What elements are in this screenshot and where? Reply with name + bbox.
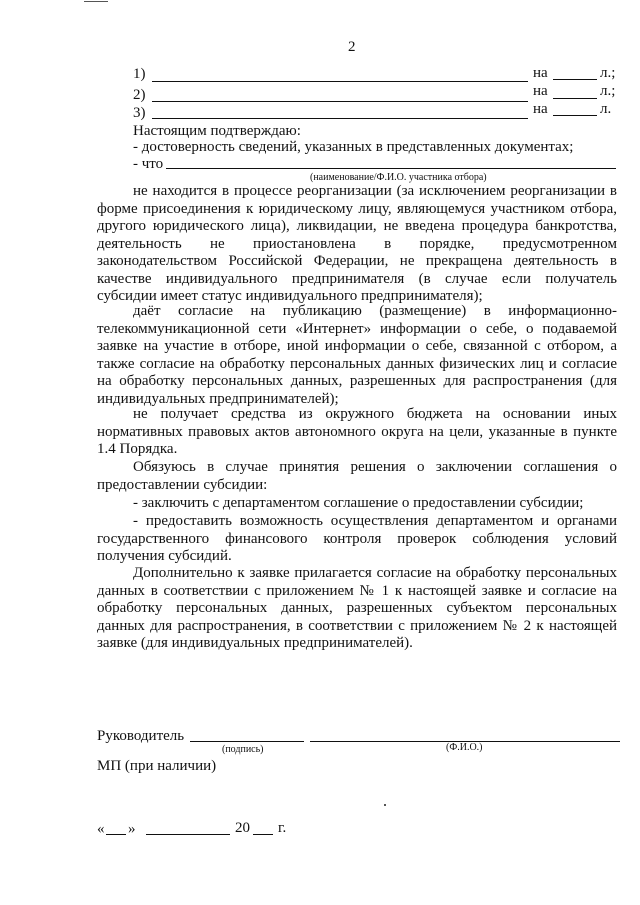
- confirm-heading: Настоящим подтверждаю:: [133, 123, 301, 139]
- name-caption: (Ф.И.О.): [446, 742, 483, 753]
- list-row-pages-blank: [553, 98, 597, 99]
- paragraph-obligation: Обязуюсь в случае принятия решения о заключении соглашения о предоставлении субсидии:: [97, 459, 617, 493]
- confirm-item: - достоверность сведений, указанных в представленных документах;: [133, 139, 574, 155]
- signature-blank: [190, 741, 304, 742]
- date-close-quote: »: [128, 821, 136, 837]
- paragraph-consent: даёт согласие на публикацию (размещение) в информационно-телекоммуникационной сети «Интернет» информации о себе, о подаваемой заявке на участие в отборе, иной информации о себе, связанной с отбором, а также согласие на обработку персональных данных физических лиц и согласие на обработку персональных данных, разрешенных для распространения (для индивидуальных предпринимателей);: [97, 303, 617, 407]
- that-prefix: - что: [133, 156, 164, 172]
- list-row-on-label: на: [533, 101, 548, 117]
- participant-name-blank: [166, 168, 616, 169]
- list-row-index: 2): [133, 87, 146, 103]
- stamp-label: МП (при наличии): [97, 758, 217, 774]
- paragraph-funds: не получает средства из окружного бюджета на основании иных нормативных правовых актов автономного округа на цели, указанные в пункте 1.4 Порядка.: [97, 406, 617, 457]
- date-open-quote: «: [97, 821, 105, 837]
- scan-speck: [384, 804, 386, 806]
- signature-caption: (подпись): [222, 744, 264, 755]
- page-number: 2: [348, 39, 356, 55]
- list-row-on-label: на: [533, 83, 548, 99]
- list-row-blank: [152, 81, 528, 82]
- month-blank: [146, 834, 230, 835]
- scan-artifact: [84, 1, 108, 2]
- list-row-suffix: л.;: [600, 83, 616, 99]
- paragraph-status: не находится в процессе реорганизации (за исключением реорганизации в форме присоединения к юридическому лицу, являющемуся участником отбора, другого юридического лица), ликвидации, не введена процедура банкротства, деятельность не приостановлена в порядке, предусмотренном законодательством Российской Федерации, не прекращена деятельность в качестве индивидуального предпринимателя (в случае если получатель субсидии имеет статус индивидуального предпринимателя);: [97, 183, 617, 304]
- list-row-index: 1): [133, 66, 146, 82]
- participant-name-caption: (наименование/Ф.И.О. участника отбора): [310, 172, 487, 183]
- list-row-blank: [152, 118, 528, 119]
- list-row-suffix: л.: [600, 101, 612, 117]
- list-row-pages-blank: [553, 79, 597, 80]
- list-row-pages-blank: [553, 115, 597, 116]
- obligation-item: - предоставить возможность осуществления департаментом и органами государственного финансового контроля проверок соблюдения условий получения субсидий.: [97, 513, 617, 564]
- list-row-index: 3): [133, 105, 146, 121]
- head-label: Руководитель: [97, 728, 185, 744]
- list-row-blank: [152, 101, 528, 102]
- year-blank: [253, 834, 273, 835]
- obligation-item: - заключить с департаментом соглашение о предоставлении субсидии;: [133, 495, 584, 511]
- year-prefix: 20: [235, 820, 250, 836]
- list-row-on-label: на: [533, 65, 548, 81]
- list-row-suffix: л.;: [600, 65, 616, 81]
- year-suffix: г.: [278, 820, 287, 836]
- day-blank: [106, 834, 126, 835]
- paragraph-attachment: Дополнительно к заявке прилагается согласие на обработку персональных данных в соответствии с приложением № 1 к настоящей заявке и согласие на обработку персональных данных, разрешенных субъектом персональных данных для распространения, в соответствии с приложением № 2 к настоящей заявке (для индивидуальных предпринимателей).: [97, 565, 617, 651]
